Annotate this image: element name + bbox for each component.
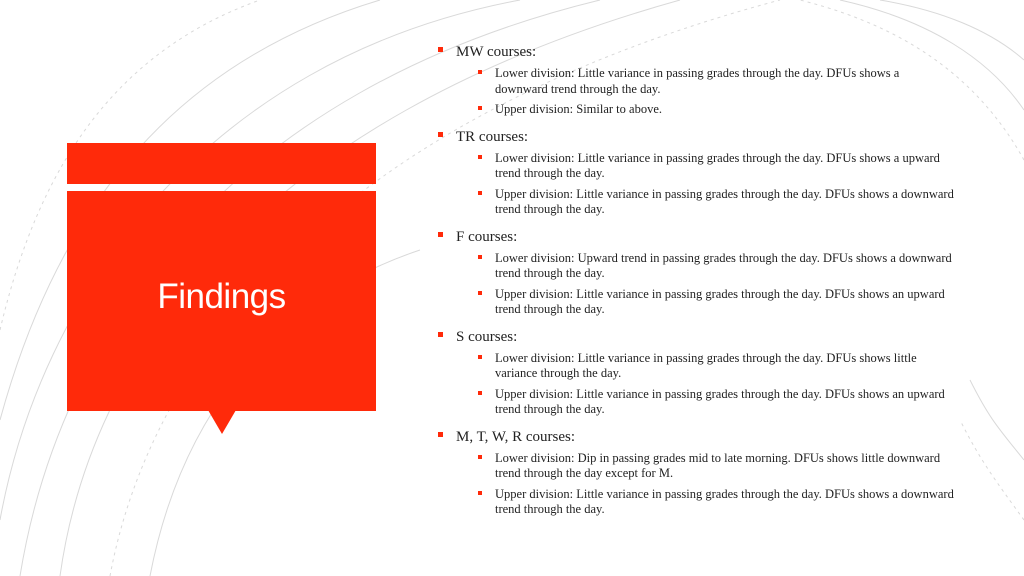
list-item: Lower division: Little variance in passing grades through the day. DFUs shows little variance through the day. — [495, 350, 917, 380]
bullet-icon — [438, 47, 443, 52]
list-item: Lower division: Little variance in passing grades through the day. DFUs shows a downward trend through the day. — [495, 66, 900, 96]
section-s — [436, 327, 956, 418]
bullet-icon — [478, 106, 482, 110]
bullet-icon — [478, 70, 482, 74]
section-heading: S courses: — [456, 328, 518, 345]
accent-bar — [67, 143, 376, 184]
section-f — [436, 227, 956, 318]
bullet-icon — [478, 491, 482, 495]
list-item: Lower division: Dip in passing grades mid to late morning. DFUs shows little downward trend through the day except for M. — [495, 450, 941, 480]
section-mtwr — [436, 427, 956, 518]
title-pointer — [208, 410, 236, 434]
list-item: Lower division: Little variance in passing grades through the day. DFUs shows a upward trend through the day. — [495, 150, 940, 180]
bullet-icon — [478, 355, 482, 359]
section-tr — [436, 127, 956, 218]
bullet-icon — [438, 332, 443, 337]
bullet-icon — [478, 255, 482, 259]
section-heading: F courses: — [456, 228, 518, 245]
list-item: Upper division: Little variance in passing grades through the day. DFUs shows a downward trend through the day. — [495, 486, 954, 516]
section-heading: M, T, W, R courses: — [456, 428, 576, 445]
list-item: Upper division: Little variance in passing grades through the day. DFUs shows an upward trend through the day. — [495, 286, 945, 316]
bullet-icon — [438, 432, 443, 437]
bullet-icon — [478, 391, 482, 395]
title-box — [67, 191, 376, 411]
section-heading: TR courses: — [456, 128, 529, 145]
bullet-icon — [438, 132, 443, 137]
findings-list — [436, 42, 956, 527]
slide-title: Findings — [157, 277, 286, 316]
section-mw — [436, 42, 956, 118]
list-item: Upper division: Similar to above. — [495, 102, 662, 116]
bullet-icon — [478, 291, 482, 295]
bullet-icon — [438, 232, 443, 237]
list-item: Upper division: Little variance in passing grades through the day. DFUs shows a downward trend through the day. — [495, 186, 954, 216]
bullet-icon — [478, 191, 482, 195]
list-item: Lower division: Upward trend in passing grades through the day. DFUs shows a downward trend through the day. — [495, 250, 952, 280]
bullet-icon — [478, 455, 482, 459]
section-heading: MW courses: — [456, 44, 537, 60]
list-item: Upper division: Little variance in passing grades through the day. DFUs shows an upward trend through the day. — [495, 386, 945, 416]
bullet-icon — [478, 155, 482, 159]
